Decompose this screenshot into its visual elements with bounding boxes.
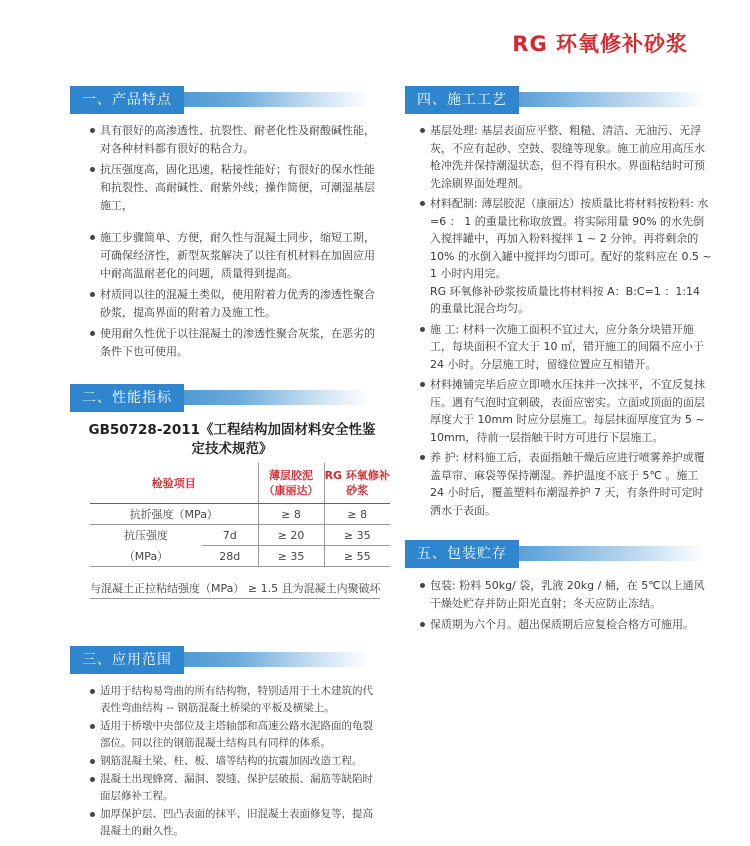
list-item: 适用于结构易弯曲的所有结构物，特别适用于土木建筑的代表性弯曲结构 -- 钢筋混凝土桥梁的平板及横梁上。	[90, 683, 380, 717]
bullet-icon	[90, 167, 95, 172]
features-list	[90, 122, 380, 364]
bullet-icon	[90, 235, 95, 240]
table-row	[90, 546, 390, 567]
column-header: 检验项目	[90, 463, 258, 504]
bullet-icon	[90, 724, 95, 729]
packaging-list	[420, 577, 712, 637]
section-title: 二、性能指标	[70, 384, 184, 412]
construction-list	[420, 122, 712, 522]
bullet-icon	[90, 331, 95, 336]
table-cell: 28d	[202, 546, 258, 567]
performance-table	[90, 463, 390, 567]
list-item: 材质同以往的混凝土类似，使用附着力优秀的渗透性聚合砂浆，提高界面的附着力及施工性。	[90, 286, 380, 322]
list-item: 施工步骤简单、方便，耐久性与混凝土同步，缩短工期，可确保经济性，新型灰浆解决了以往有机材料在加固应用中耐高温耐老化的问题，质量得到提高。	[90, 229, 380, 283]
table-cell: 7d	[202, 525, 258, 546]
list-item: 具有很好的高渗透性、抗裂性、耐老化性及耐酸碱性能，对各种材料都有很好的粘合力。	[90, 122, 380, 158]
table-cell: ≥ 8	[324, 504, 390, 525]
section-title: 四、施工工艺	[405, 86, 519, 114]
table-row	[90, 504, 390, 525]
list-item: 加厚保护层、凹凸表面的抹平、旧混凝土表面修复等，提高混凝土的耐久性。	[90, 806, 380, 840]
divider	[90, 598, 380, 599]
list-item: 抗压强度高，固化迅速，粘接性能好；有很好的保水性能和抗裂性、高耐碱性、耐紫外线；操作简便，可潮湿基层施工，	[90, 161, 380, 215]
section-header-packaging	[405, 546, 705, 561]
table-cell: 抗折强度（MPa）	[90, 504, 258, 525]
table-row	[90, 525, 390, 546]
bullet-icon	[420, 382, 425, 387]
section-title: 一、产品特点	[70, 86, 184, 114]
list-item: 材料配制: 薄层胶泥（康丽达）按质量比将材料按粉料: 水 =6 ： 1 的重量比称取放置。将实际用量 90% 的水先倒入搅拌罐中，再加入粉料搅拌 1 ~ 2 分钟。再将剩余的 10% 的水倒入罐中搅拌均匀即可。配好的浆料应在 0.5 ~ 1 小时内用完。 RG 环氧修补砂浆按质量比将材料按 A：B:C=1 ：1:14 的重量比混合均匀。	[420, 195, 712, 318]
bullet-icon	[420, 622, 425, 627]
table-cell: （MPa）	[90, 546, 202, 567]
column-header: 薄层胶泥（康丽达）	[258, 463, 324, 504]
list-item: 使用耐久性优于以往混凝土的渗透性聚合灰浆，在恶劣的条件下也可使用。	[90, 325, 380, 361]
bullet-icon	[90, 689, 95, 694]
bullet-icon	[90, 759, 95, 764]
list-item: 钢筋混凝土梁、柱、板、墙等结构的抗震加固改造工程。	[90, 753, 380, 770]
list-item: 包装: 粉料 50kg/ 袋，乳液 20kg / 桶，在 5℃以上通风干燥处贮存并防止阳光直射；冬天应防止冻结。	[420, 577, 712, 613]
section-title: 三、应用范围	[70, 646, 184, 674]
list-item: 混凝土出现蜂窝、漏洞、裂缝、保护层破损、漏筋等缺陷时面层修补工程。	[90, 771, 380, 805]
table-cell: ≥ 35	[258, 546, 324, 567]
table-cell: ≥ 20	[258, 525, 324, 546]
section-title: 五、包装贮存	[405, 540, 519, 568]
list-item: 适用于桥墩中央部位及主塔轴部和高速公路水泥路面的龟裂部位。同以往的钢筋混凝土结构具有同样的体系。	[90, 718, 380, 752]
page-title: RG 环氧修补砂浆	[512, 32, 688, 56]
column-header: RG 环氧修补砂浆	[324, 463, 390, 504]
bullet-icon	[90, 812, 95, 817]
bullet-icon	[420, 128, 425, 133]
bullet-icon	[420, 201, 425, 206]
bullet-icon	[420, 327, 425, 332]
section-header-features	[70, 92, 370, 107]
bullet-icon	[90, 777, 95, 782]
bullet-icon	[420, 583, 425, 588]
list-item: 基层处理: 基层表面应平整、粗糙、清洁、无油污、无浮灰，不应有起砂、空鼓、裂缝等现象。施工前应用高压水枪冲洗并保持潮湿状态，但不得有积水。界面粘结时可预先涂刷界面处理剂。	[420, 122, 712, 192]
bullet-icon	[420, 455, 425, 460]
table-cell: ≥ 55	[324, 546, 390, 567]
bullet-icon	[90, 128, 95, 133]
table-header-row	[90, 463, 390, 504]
section-header-applications	[70, 652, 370, 667]
section-header-performance	[70, 390, 370, 405]
section-header-construction	[405, 92, 705, 107]
list-item: 材料摊铺完毕后应立即喷水压抹并一次抹平，不宜反复抹压。遇有气泡时宜刺破，表面应密实。立面或顶面的面层厚度大于 10mm 时应分层施工。每层抹面厚度宜为 5 ~ 10mm，待前一层指触干时方可进行下层施工。	[420, 376, 712, 446]
list-item: 养 护: 材料施工后，表面指触干燥后应进行喷雾养护或覆盖草帘、麻袋等保持潮湿。养护温度不底于 5℃ 。施工 24 小时后，覆盖塑料布潮湿养护 7 天，有条件时可定时洒水于表面。	[420, 449, 712, 519]
bullet-icon	[90, 292, 95, 297]
standard-title: GB50728-2011《工程结构加固材料安全性鉴定技术规范》	[88, 422, 376, 457]
applications-list	[90, 683, 380, 841]
list-item: 保质期为六个月。超出保质期后应复检合格方可施用。	[420, 616, 712, 634]
table-cell: ≥ 35	[324, 525, 390, 546]
list-item: 施 工: 材料一次施工面积不宜过大，应分条分块错开施工，每块面积不宜大于 10 ㎡，错开施工的间隔不应小于 24 小时。分层施工时，留缝位置应互相错开。	[420, 321, 712, 374]
table-footnote: 与混凝土正拉粘结强度（MPa） ≥ 1.5 且为混凝土内聚破坏	[90, 582, 381, 595]
construction-extra: RG 环氧修补砂浆按质量比将材料按 A：B:C=1 ：1:14 的重量比混合均匀。	[430, 284, 701, 315]
table-cell: ≥ 8	[258, 504, 324, 525]
table-cell: 抗压强度	[124, 529, 168, 543]
